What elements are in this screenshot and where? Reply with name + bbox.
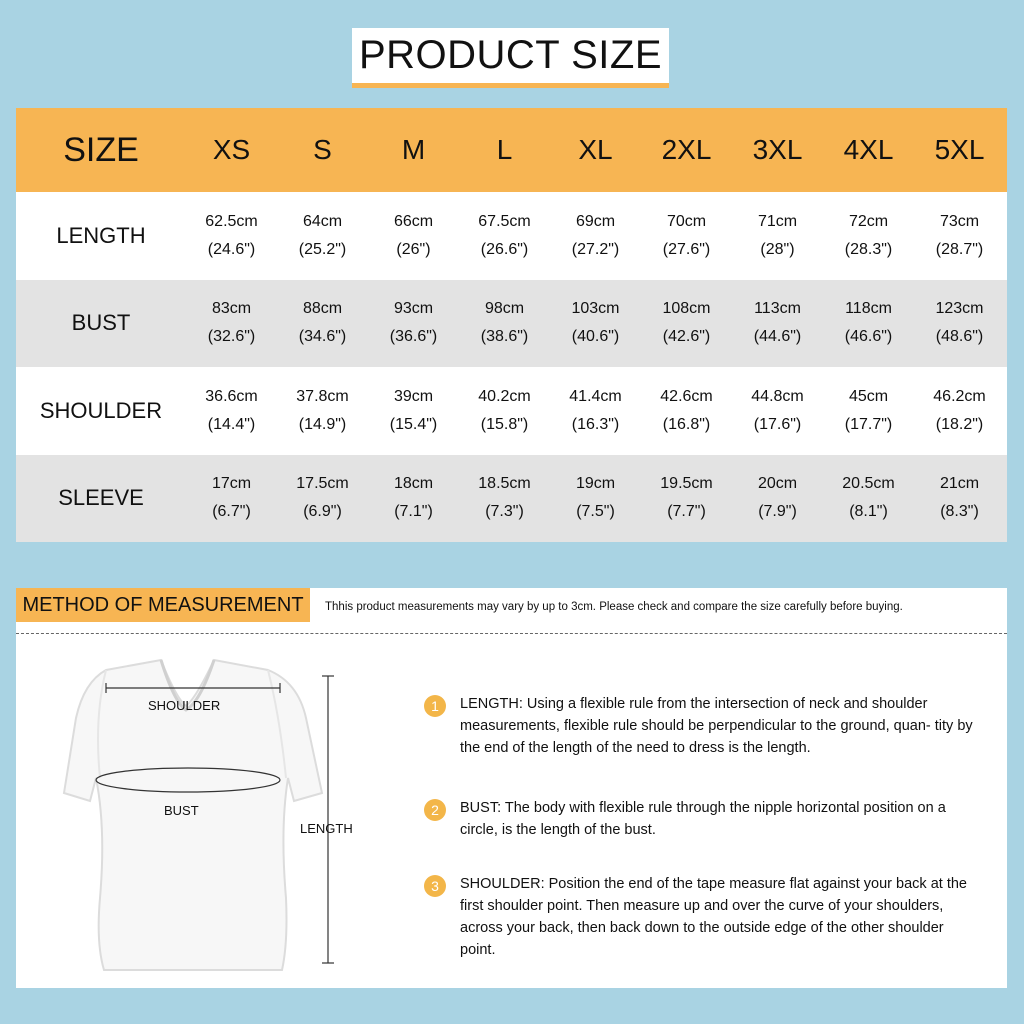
- title-banner: [352, 28, 669, 88]
- value-inch: (16.3"): [571, 415, 620, 433]
- shoulder-figure-label: SHOULDER: [148, 698, 221, 713]
- measurement-section: [16, 588, 1007, 988]
- value-inch: (42.6"): [662, 328, 711, 346]
- value-inch: (27.6"): [662, 240, 711, 258]
- table-cell: [277, 295, 368, 351]
- value-inch: (26"): [396, 240, 431, 258]
- value-cm: 18cm: [393, 475, 434, 493]
- table-cell: [186, 383, 277, 439]
- table-cell: [368, 470, 459, 526]
- table-row-shoulder: [16, 367, 1007, 455]
- value-cm: 108cm: [662, 300, 711, 318]
- size-4xl: 4XL: [843, 134, 894, 165]
- table-cell: [823, 470, 914, 526]
- value-inch: (7.7"): [667, 503, 706, 521]
- step-number-badge: 1: [424, 695, 446, 717]
- value-cm: 20cm: [757, 475, 798, 493]
- table-cell: [823, 208, 914, 264]
- size-xl: XL: [578, 134, 613, 165]
- value-inch: (25.2"): [298, 240, 347, 258]
- step-text: LENGTH: Using a flexible rule from the intersection of neck and shoulder measurements, flexible rule should be perpendicular to the ground, quan- tity by the end of the length of the need to dress is the length.: [460, 696, 973, 756]
- table-cell: [732, 295, 823, 351]
- value-inch: (15.8"): [480, 415, 529, 433]
- table-cell: [459, 383, 550, 439]
- table-cell: [641, 470, 732, 526]
- value-cm: 123cm: [935, 300, 984, 318]
- value-cm: 73cm: [939, 212, 980, 230]
- table-row-bust: [16, 280, 1007, 368]
- row-label: SHOULDER: [39, 397, 163, 423]
- table-cell: [550, 295, 641, 351]
- size-5xl: 5XL: [934, 134, 985, 165]
- value-cm: 67.5cm: [478, 212, 531, 230]
- value-inch: (15.4"): [389, 415, 438, 433]
- size-header-row: [16, 108, 1007, 192]
- value-inch: (16.8"): [662, 415, 711, 433]
- table-row-length: [16, 192, 1007, 280]
- table-cell: [732, 208, 823, 264]
- value-cm: 46.2cm: [933, 387, 986, 405]
- value-inch: (7.1"): [394, 503, 433, 521]
- size-s: S: [313, 134, 332, 165]
- size-3xl: 3XL: [752, 134, 803, 165]
- row-label: BUST: [71, 310, 131, 336]
- value-cm: 66cm: [393, 212, 434, 230]
- value-cm: 42.6cm: [660, 387, 713, 405]
- size-m: M: [401, 134, 426, 165]
- size-header-label: SIZE: [63, 130, 139, 169]
- value-inch: (32.6"): [207, 328, 256, 346]
- table-cell: [277, 208, 368, 264]
- value-cm: 113cm: [754, 300, 801, 318]
- table-cell: [186, 295, 277, 351]
- value-inch: (6.9"): [303, 503, 342, 521]
- page-title: PRODUCT SIZE: [358, 33, 663, 77]
- table-cell: [732, 383, 823, 439]
- value-cm: 36.6cm: [205, 387, 258, 405]
- measurement-note: Thhis product measurements may vary by up to 3cm. Please check and compare the size carefully before buying.: [325, 601, 903, 613]
- table-cell: [550, 383, 641, 439]
- value-cm: 20.5cm: [842, 475, 895, 493]
- value-inch: (7.9"): [758, 503, 797, 521]
- value-inch: (7.3"): [485, 503, 524, 521]
- value-inch: (26.6"): [480, 240, 529, 258]
- table-cell: [277, 383, 368, 439]
- step-length: [424, 693, 980, 759]
- table-cell: [914, 295, 1005, 351]
- value-cm: 41.4cm: [569, 387, 622, 405]
- value-cm: 17cm: [211, 475, 252, 493]
- measurement-header: [16, 588, 1007, 634]
- value-cm: 88cm: [302, 300, 343, 318]
- value-inch: (8.3"): [940, 503, 979, 521]
- value-cm: 44.8cm: [751, 387, 804, 405]
- table-cell: [459, 470, 550, 526]
- size-l: L: [496, 134, 513, 165]
- table-cell: [368, 383, 459, 439]
- value-cm: 19.5cm: [660, 475, 713, 493]
- value-inch: (44.6"): [753, 328, 802, 346]
- value-cm: 83cm: [211, 300, 252, 318]
- value-inch: (38.6"): [480, 328, 529, 346]
- value-inch: (7.5"): [576, 503, 615, 521]
- value-cm: 37.8cm: [296, 387, 349, 405]
- value-cm: 118cm: [845, 300, 892, 318]
- size-2xl: 2XL: [661, 134, 712, 165]
- value-inch: (28.7"): [935, 240, 984, 258]
- value-inch: (40.6"): [571, 328, 620, 346]
- table-cell: [459, 295, 550, 351]
- value-cm: 40.2cm: [478, 387, 531, 405]
- table-cell: [368, 208, 459, 264]
- length-figure-label: LENGTH: [300, 821, 353, 836]
- value-inch: (36.6"): [389, 328, 438, 346]
- value-cm: 69cm: [575, 212, 616, 230]
- size-xs: XS: [212, 134, 251, 165]
- bust-figure-label: BUST: [164, 803, 199, 818]
- value-inch: (24.6"): [207, 240, 256, 258]
- table-cell: [186, 470, 277, 526]
- value-inch: (17.7"): [844, 415, 893, 433]
- step-bust: [424, 797, 980, 841]
- value-cm: 70cm: [666, 212, 707, 230]
- value-inch: (34.6"): [298, 328, 347, 346]
- measurement-heading: METHOD OF MEASUREMENT: [16, 588, 310, 622]
- table-cell: [550, 208, 641, 264]
- value-cm: 64cm: [302, 212, 343, 230]
- value-cm: 98cm: [484, 300, 525, 318]
- table-cell: [550, 470, 641, 526]
- table-cell: [823, 383, 914, 439]
- value-inch: (8.1"): [849, 503, 888, 521]
- value-cm: 19cm: [575, 475, 616, 493]
- size-table: [16, 108, 1007, 542]
- value-inch: (14.9"): [298, 415, 347, 433]
- table-cell: [368, 295, 459, 351]
- value-inch: (17.6"): [753, 415, 802, 433]
- step-text: SHOULDER: Position the end of the tape measure flat against your back at the first shoulder point. Then measure up and over the curve of your shoulders, across your back, then back down to the outside edge of the other shoulder point.: [460, 876, 967, 958]
- step-text: BUST: The body with flexible rule through the nipple horizontal position on a circle, is the length of the bust.: [460, 800, 946, 838]
- value-cm: 72cm: [848, 212, 889, 230]
- table-cell: [641, 383, 732, 439]
- table-cell: [459, 208, 550, 264]
- value-inch: (48.6"): [935, 328, 984, 346]
- table-cell: [732, 470, 823, 526]
- table-cell: [914, 470, 1005, 526]
- value-cm: 18.5cm: [478, 475, 531, 493]
- row-label: LENGTH: [56, 222, 146, 248]
- table-cell: [914, 208, 1005, 264]
- table-cell: [641, 295, 732, 351]
- tshirt-figure: [36, 658, 366, 978]
- value-cm: 45cm: [848, 387, 889, 405]
- value-inch: (6.7"): [212, 503, 251, 521]
- table-cell: [641, 208, 732, 264]
- step-number-badge: 2: [424, 799, 446, 821]
- value-cm: 71cm: [757, 212, 798, 230]
- table-row-sleeve: [16, 455, 1007, 543]
- value-cm: 17.5cm: [296, 475, 349, 493]
- value-inch: (28.3"): [844, 240, 893, 258]
- value-cm: 103cm: [571, 300, 620, 318]
- table-cell: [277, 470, 368, 526]
- value-inch: (28"): [760, 240, 795, 258]
- table-cell: [914, 383, 1005, 439]
- value-inch: (14.4"): [207, 415, 256, 433]
- value-inch: (27.2"): [571, 240, 620, 258]
- value-cm: 21cm: [939, 475, 980, 493]
- table-cell: [823, 295, 914, 351]
- step-shoulder: [424, 873, 980, 961]
- value-cm: 93cm: [393, 300, 434, 318]
- value-cm: 39cm: [393, 387, 434, 405]
- value-inch: (46.6"): [844, 328, 893, 346]
- value-inch: (18.2"): [935, 415, 984, 433]
- table-cell: [186, 208, 277, 264]
- step-number-badge: 3: [424, 875, 446, 897]
- row-label: SLEEVE: [58, 485, 144, 511]
- value-cm: 62.5cm: [205, 212, 258, 230]
